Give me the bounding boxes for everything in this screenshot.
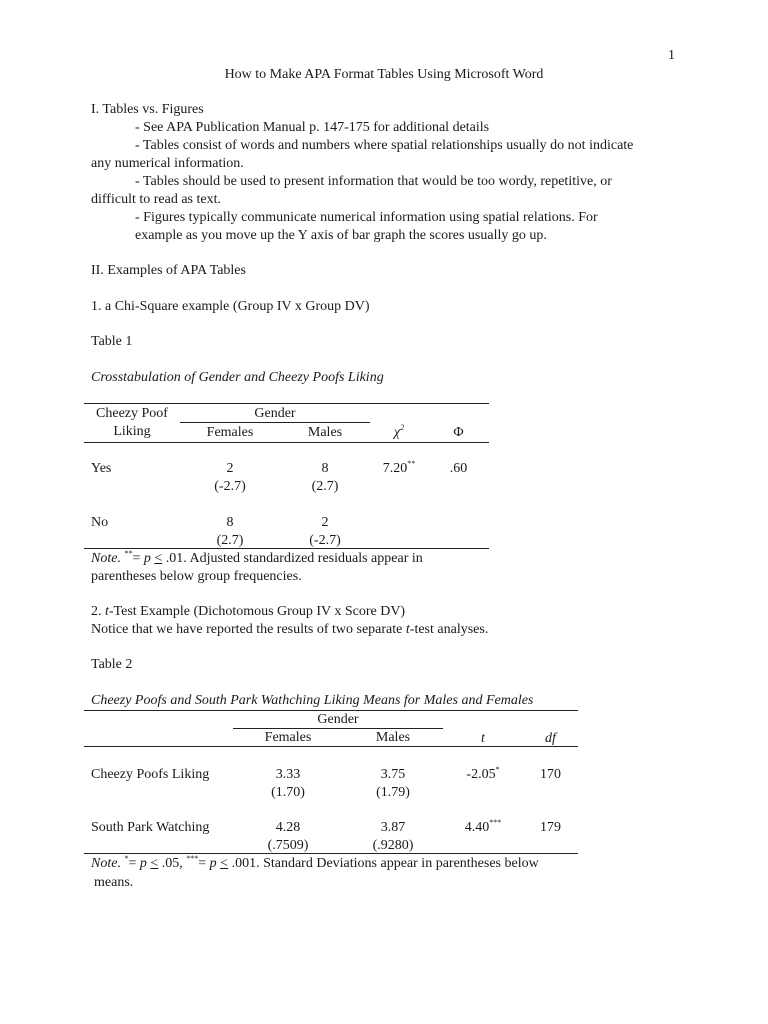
- table2-cheezy-males: 3.75: [380, 767, 406, 782]
- page-title: How to Make APA Format Tables Using Microsoft Word: [224, 67, 544, 82]
- table1-no-females: 8: [226, 515, 234, 530]
- table1-gender-header: Gender: [254, 406, 296, 421]
- table2-note-line2: means.: [94, 875, 134, 890]
- table2-cheezy-females-sd: (1.70): [271, 785, 305, 800]
- table2-col-t: t: [481, 731, 485, 746]
- table2-bottom-rule: [84, 853, 578, 854]
- table1-top-rule: [84, 403, 489, 404]
- table1-col-males: Males: [307, 425, 343, 440]
- table1-note-line2: parentheses below group frequencies.: [91, 569, 302, 584]
- table2-southpark-males-sd: (.9280): [372, 838, 414, 853]
- table1-yes-males: 8: [321, 461, 329, 476]
- table2-col-df: df: [545, 731, 556, 746]
- page-number: 1: [668, 48, 675, 63]
- table2-col-males: Males: [375, 730, 411, 745]
- table2-header-rule: [84, 746, 578, 747]
- table2-row-southpark-label: South Park Watching: [91, 820, 210, 835]
- table1-bottom-rule: [84, 548, 489, 549]
- table1-label: Table 1: [91, 334, 133, 349]
- table1-yes-phi: .60: [449, 461, 468, 476]
- table1-yes-chi: 7.20**: [382, 459, 416, 476]
- table1-col-chi: $\chi^2$: [393, 423, 405, 440]
- bullet-apa-manual: - See APA Publication Manual p. 147-175 for additional details: [135, 120, 490, 135]
- example2-notice: Notice that we have reported the results of two separate t-test analyses.: [91, 622, 489, 637]
- table2-cheezy-t: -2.05*: [466, 765, 500, 782]
- table2-southpark-males: 3.87: [380, 820, 406, 835]
- table1-no-males: 2: [321, 515, 329, 530]
- table1-yes-females: 2: [226, 461, 234, 476]
- section-heading-examples: II. Examples of APA Tables: [91, 263, 246, 278]
- section-heading-tables-vs-figures: I. Tables vs. Figures: [91, 102, 204, 117]
- table2-note: Note. *= p < .05, ***= p < .001. Standard Deviations appear in parentheses below: [91, 854, 539, 871]
- table2-southpark-females: 4.28: [275, 820, 301, 835]
- example1-heading: 1. a Chi-Square example (Group IV x Group DV): [91, 299, 370, 314]
- example2-heading: 2. t-Test Example (Dichotomous Group IV x Score DV): [91, 604, 406, 619]
- table2-col-females: Females: [264, 730, 312, 745]
- table2-southpark-t: 4.40***: [464, 818, 502, 835]
- bullet-tables-consist-cont: any numerical information.: [91, 156, 244, 171]
- table2-label: Table 2: [91, 657, 133, 672]
- table1-row-label-header-2: Liking: [113, 424, 151, 439]
- table2-southpark-df: 179: [540, 820, 561, 835]
- table1-yes-males-resid: (2.7): [311, 479, 339, 494]
- table1-gender-rule: [180, 422, 370, 423]
- table1-header-rule: [84, 442, 489, 443]
- table2-gender-header: Gender: [317, 712, 359, 727]
- bullet-figures-cont: example as you move up the Y axis of bar graph the scores usually go up.: [135, 228, 547, 243]
- table1-col-females: Females: [206, 425, 254, 440]
- table2-southpark-females-sd: (.7509): [267, 838, 309, 853]
- table1-row-yes-label: Yes: [91, 461, 112, 476]
- table1-no-females-resid: (2.7): [216, 533, 244, 548]
- table2-title: Cheezy Poofs and South Park Wathching Liking Means for Males and Females: [91, 693, 534, 708]
- table2-row-cheezy-label: Cheezy Poofs Liking: [91, 767, 210, 782]
- table1-row-no-label: No: [91, 515, 109, 530]
- table1-row-label-header-1: Cheezy Poof: [96, 406, 168, 421]
- table2-cheezy-males-sd: (1.79): [376, 785, 410, 800]
- bullet-figures: - Figures typically communicate numerical information using spatial relations. For: [135, 210, 598, 225]
- table1-yes-females-resid: (-2.7): [214, 479, 246, 494]
- table2-cheezy-females: 3.33: [275, 767, 301, 782]
- bullet-tables-consist: - Tables consist of words and numbers where spatial relationships usually do not indicate: [135, 138, 634, 153]
- table2-cheezy-df: 170: [540, 767, 561, 782]
- table1-col-phi: Φ: [453, 425, 464, 440]
- bullet-tables-used: - Tables should be used to present information that would be too wordy, repetitive, or: [135, 174, 612, 189]
- table1-note: Note. **= p < .01. Adjusted standardized residuals appear in: [91, 549, 423, 566]
- table1-no-males-resid: (-2.7): [309, 533, 341, 548]
- table1-title: Crosstabulation of Gender and Cheezy Poofs Liking: [91, 370, 384, 385]
- bullet-tables-used-cont: difficult to read as text.: [91, 192, 221, 207]
